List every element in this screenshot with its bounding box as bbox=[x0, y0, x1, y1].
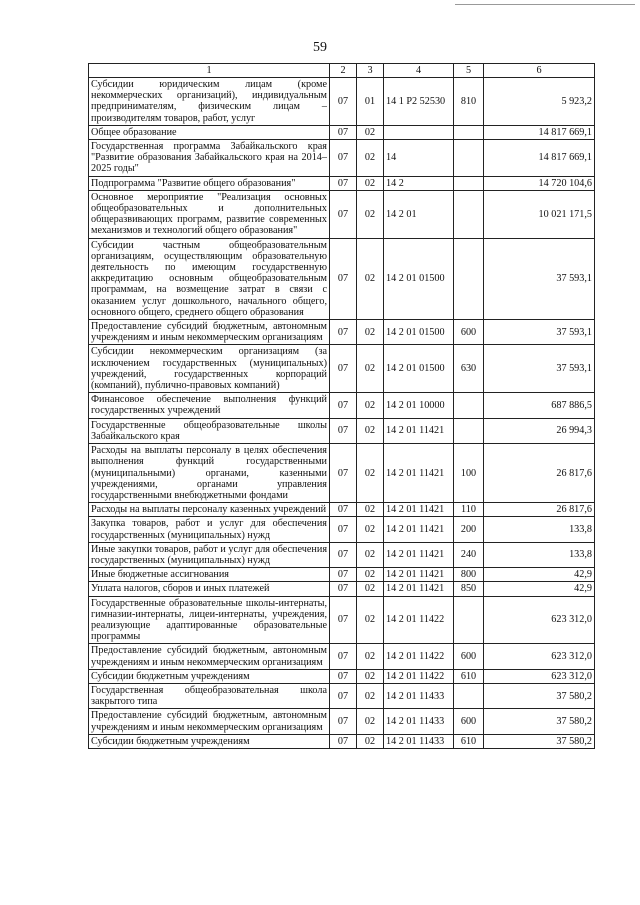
row-name-cell: Закупка товаров, работ и услуг для обеспечения государственных (муниципальных) нужд bbox=[89, 517, 330, 542]
amount-cell: 42,9 bbox=[484, 568, 595, 582]
column-header: 4 bbox=[384, 64, 454, 78]
subsection-code-cell: 02 bbox=[357, 582, 384, 596]
target-article-cell: 14 2 01 11433 bbox=[384, 709, 454, 734]
row-name-cell: Государственная общеобразовательная школа закрытого типа bbox=[89, 683, 330, 708]
subsection-code-cell: 02 bbox=[357, 125, 384, 139]
column-header: 5 bbox=[454, 64, 484, 78]
table-row bbox=[89, 418, 595, 443]
section-code-cell: 07 bbox=[330, 683, 357, 708]
amount-cell: 42,9 bbox=[484, 582, 595, 596]
table-row bbox=[89, 190, 595, 238]
expense-type-cell: 100 bbox=[454, 444, 484, 503]
expense-type-cell: 630 bbox=[454, 345, 484, 393]
table-row bbox=[89, 644, 595, 669]
section-code-cell: 07 bbox=[330, 78, 357, 126]
expense-type-cell bbox=[454, 393, 484, 418]
target-article-cell: 14 2 01 11421 bbox=[384, 568, 454, 582]
row-name-cell: Субсидии бюджетным учреждениям bbox=[89, 669, 330, 683]
amount-cell: 10 021 171,5 bbox=[484, 190, 595, 238]
section-code-cell: 07 bbox=[330, 709, 357, 734]
table-row bbox=[89, 582, 595, 596]
amount-cell: 133,8 bbox=[484, 542, 595, 567]
table-row bbox=[89, 444, 595, 503]
table-row bbox=[89, 140, 595, 177]
subsection-code-cell: 02 bbox=[357, 320, 384, 345]
section-code-cell: 07 bbox=[330, 345, 357, 393]
row-name-cell: Иные закупки товаров, работ и услуг для обеспечения государственных (муниципальных) нужд bbox=[89, 542, 330, 567]
section-code-cell: 07 bbox=[330, 669, 357, 683]
table-row bbox=[89, 78, 595, 126]
expense-type-cell bbox=[454, 418, 484, 443]
table-row bbox=[89, 125, 595, 139]
section-code-cell: 07 bbox=[330, 596, 357, 644]
row-name-cell: Государственная программа Забайкальского края "Развитие образования Забайкальского края на 2014–2025 годы" bbox=[89, 140, 330, 177]
amount-cell: 37 593,1 bbox=[484, 345, 595, 393]
amount-cell: 37 580,2 bbox=[484, 709, 595, 734]
row-name-cell: Субсидии некоммерческим организациям (за исключением государственных (муниципальных) учреждений, государственных корпораций (компаний), публично-правовых компаний) bbox=[89, 345, 330, 393]
expense-type-cell: 240 bbox=[454, 542, 484, 567]
budget-table bbox=[88, 63, 595, 749]
expense-type-cell: 800 bbox=[454, 568, 484, 582]
target-article-cell: 14 2 01 11421 bbox=[384, 418, 454, 443]
table-row bbox=[89, 683, 595, 708]
table-row bbox=[89, 734, 595, 748]
amount-cell: 26 817,6 bbox=[484, 444, 595, 503]
target-article-cell: 14 2 bbox=[384, 176, 454, 190]
subsection-code-cell: 02 bbox=[357, 734, 384, 748]
target-article-cell bbox=[384, 125, 454, 139]
amount-cell: 26 817,6 bbox=[484, 503, 595, 517]
section-code-cell: 07 bbox=[330, 238, 357, 319]
subsection-code-cell: 02 bbox=[357, 345, 384, 393]
subsection-code-cell: 02 bbox=[357, 503, 384, 517]
amount-cell: 623 312,0 bbox=[484, 644, 595, 669]
table-row bbox=[89, 669, 595, 683]
expense-type-cell bbox=[454, 190, 484, 238]
expense-type-cell: 600 bbox=[454, 644, 484, 669]
subsection-code-cell: 02 bbox=[357, 596, 384, 644]
target-article-cell: 14 bbox=[384, 140, 454, 177]
row-name-cell: Расходы на выплаты персоналу казенных учреждений bbox=[89, 503, 330, 517]
amount-cell: 37 580,2 bbox=[484, 683, 595, 708]
row-name-cell: Иные бюджетные ассигнования bbox=[89, 568, 330, 582]
row-name-cell: Государственные общеобразовательные школы Забайкальского края bbox=[89, 418, 330, 443]
expense-type-cell: 110 bbox=[454, 503, 484, 517]
subsection-code-cell: 02 bbox=[357, 140, 384, 177]
table-row bbox=[89, 320, 595, 345]
row-name-cell: Субсидии бюджетным учреждениям bbox=[89, 734, 330, 748]
target-article-cell: 14 2 01 11433 bbox=[384, 734, 454, 748]
row-name-cell: Общее образование bbox=[89, 125, 330, 139]
table-row bbox=[89, 393, 595, 418]
expense-type-cell bbox=[454, 176, 484, 190]
target-article-cell: 14 2 01 11422 bbox=[384, 644, 454, 669]
target-article-cell: 14 1 P2 52530 bbox=[384, 78, 454, 126]
section-code-cell: 07 bbox=[330, 140, 357, 177]
target-article-cell: 14 2 01 11421 bbox=[384, 444, 454, 503]
target-article-cell: 14 2 01 01500 bbox=[384, 345, 454, 393]
section-code-cell: 07 bbox=[330, 125, 357, 139]
subsection-code-cell: 02 bbox=[357, 568, 384, 582]
target-article-cell: 14 2 01 11421 bbox=[384, 517, 454, 542]
target-article-cell: 14 2 01 01500 bbox=[384, 238, 454, 319]
amount-cell: 26 994,3 bbox=[484, 418, 595, 443]
row-name-cell: Уплата налогов, сборов и иных платежей bbox=[89, 582, 330, 596]
target-article-cell: 14 2 01 01500 bbox=[384, 320, 454, 345]
column-header: 1 bbox=[89, 64, 330, 78]
target-article-cell: 14 2 01 11422 bbox=[384, 669, 454, 683]
row-name-cell: Предоставление субсидий бюджетным, автономным учреждениям и иным некоммерческим организациям bbox=[89, 320, 330, 345]
expense-type-cell: 850 bbox=[454, 582, 484, 596]
table-row bbox=[89, 238, 595, 319]
table-row bbox=[89, 542, 595, 567]
subsection-code-cell: 02 bbox=[357, 517, 384, 542]
subsection-code-cell: 02 bbox=[357, 644, 384, 669]
section-code-cell: 07 bbox=[330, 418, 357, 443]
section-code-cell: 07 bbox=[330, 393, 357, 418]
column-header: 2 bbox=[330, 64, 357, 78]
section-code-cell: 07 bbox=[330, 503, 357, 517]
section-code-cell: 07 bbox=[330, 517, 357, 542]
row-name-cell: Предоставление субсидий бюджетным, автономным учреждениям и иным некоммерческим организациям bbox=[89, 644, 330, 669]
top-rule-line bbox=[455, 4, 635, 5]
target-article-cell: 14 2 01 11421 bbox=[384, 582, 454, 596]
expense-type-cell bbox=[454, 238, 484, 319]
amount-cell: 14 720 104,6 bbox=[484, 176, 595, 190]
expense-type-cell: 810 bbox=[454, 78, 484, 126]
row-name-cell: Финансовое обеспечение выполнения функций государственных учреждений bbox=[89, 393, 330, 418]
target-article-cell: 14 2 01 11421 bbox=[384, 503, 454, 517]
page-number: 59 bbox=[313, 40, 327, 55]
row-name-cell: Субсидии юридическим лицам (кроме некоммерческих организаций), индивидуальным предпринимателям, физическим лицам – производителям товаров, работ, услуг bbox=[89, 78, 330, 126]
subsection-code-cell: 02 bbox=[357, 393, 384, 418]
table-row bbox=[89, 596, 595, 644]
target-article-cell: 14 2 01 bbox=[384, 190, 454, 238]
expense-type-cell: 600 bbox=[454, 320, 484, 345]
section-code-cell: 07 bbox=[330, 444, 357, 503]
expense-type-cell bbox=[454, 125, 484, 139]
subsection-code-cell: 02 bbox=[357, 238, 384, 319]
table-row bbox=[89, 176, 595, 190]
amount-cell: 37 580,2 bbox=[484, 734, 595, 748]
table-row bbox=[89, 709, 595, 734]
amount-cell: 623 312,0 bbox=[484, 669, 595, 683]
section-code-cell: 07 bbox=[330, 190, 357, 238]
amount-cell: 37 593,1 bbox=[484, 238, 595, 319]
expense-type-cell bbox=[454, 596, 484, 644]
subsection-code-cell: 02 bbox=[357, 709, 384, 734]
expense-type-cell: 610 bbox=[454, 669, 484, 683]
column-header: 3 bbox=[357, 64, 384, 78]
section-code-cell: 07 bbox=[330, 582, 357, 596]
section-code-cell: 07 bbox=[330, 568, 357, 582]
amount-cell: 37 593,1 bbox=[484, 320, 595, 345]
table-row bbox=[89, 503, 595, 517]
row-name-cell: Предоставление субсидий бюджетным, автономным учреждениям и иным некоммерческим организациям bbox=[89, 709, 330, 734]
target-article-cell: 14 2 01 11433 bbox=[384, 683, 454, 708]
subsection-code-cell: 02 bbox=[357, 418, 384, 443]
table-header-row bbox=[89, 64, 595, 78]
amount-cell: 14 817 669,1 bbox=[484, 140, 595, 177]
subsection-code-cell: 02 bbox=[357, 190, 384, 238]
subsection-code-cell: 02 bbox=[357, 444, 384, 503]
amount-cell: 623 312,0 bbox=[484, 596, 595, 644]
row-name-cell: Основное мероприятие "Реализация основных общеобразовательных и дополнительных общеразвивающих программ, развитие современных механизмов и технологий общего образования" bbox=[89, 190, 330, 238]
amount-cell: 133,8 bbox=[484, 517, 595, 542]
table-row bbox=[89, 568, 595, 582]
table-row bbox=[89, 517, 595, 542]
subsection-code-cell: 02 bbox=[357, 669, 384, 683]
row-name-cell: Субсидии частным общеобразовательным организациям, осуществляющим образовательную деятельность по имеющим государственную аккредитацию основным общеобразовательным программам, на возмещение затрат в связи с оказанием услуг дошкольного, начального общего, основного общего, среднего общего образования bbox=[89, 238, 330, 319]
table-row bbox=[89, 345, 595, 393]
expense-type-cell: 200 bbox=[454, 517, 484, 542]
target-article-cell: 14 2 01 10000 bbox=[384, 393, 454, 418]
expense-type-cell bbox=[454, 140, 484, 177]
amount-cell: 5 923,2 bbox=[484, 78, 595, 126]
row-name-cell: Подпрограмма "Развитие общего образования" bbox=[89, 176, 330, 190]
column-header: 6 bbox=[484, 64, 595, 78]
amount-cell: 687 886,5 bbox=[484, 393, 595, 418]
target-article-cell: 14 2 01 11421 bbox=[384, 542, 454, 567]
expense-type-cell: 600 bbox=[454, 709, 484, 734]
section-code-cell: 07 bbox=[330, 320, 357, 345]
subsection-code-cell: 02 bbox=[357, 176, 384, 190]
section-code-cell: 07 bbox=[330, 734, 357, 748]
section-code-cell: 07 bbox=[330, 542, 357, 567]
amount-cell: 14 817 669,1 bbox=[484, 125, 595, 139]
row-name-cell: Государственные образовательные школы-интернаты, гимназии-интернаты, лицеи-интернаты, учреждения, реализующие адаптированные образовательные программы bbox=[89, 596, 330, 644]
expense-type-cell: 610 bbox=[454, 734, 484, 748]
row-name-cell: Расходы на выплаты персоналу в целях обеспечения выполнения функций государственными (муниципальными) органами, казенными учреждениями, органами управления государственными внебюджетными фондами bbox=[89, 444, 330, 503]
subsection-code-cell: 01 bbox=[357, 78, 384, 126]
target-article-cell: 14 2 01 11422 bbox=[384, 596, 454, 644]
subsection-code-cell: 02 bbox=[357, 683, 384, 708]
section-code-cell: 07 bbox=[330, 176, 357, 190]
subsection-code-cell: 02 bbox=[357, 542, 384, 567]
section-code-cell: 07 bbox=[330, 644, 357, 669]
expense-type-cell bbox=[454, 683, 484, 708]
